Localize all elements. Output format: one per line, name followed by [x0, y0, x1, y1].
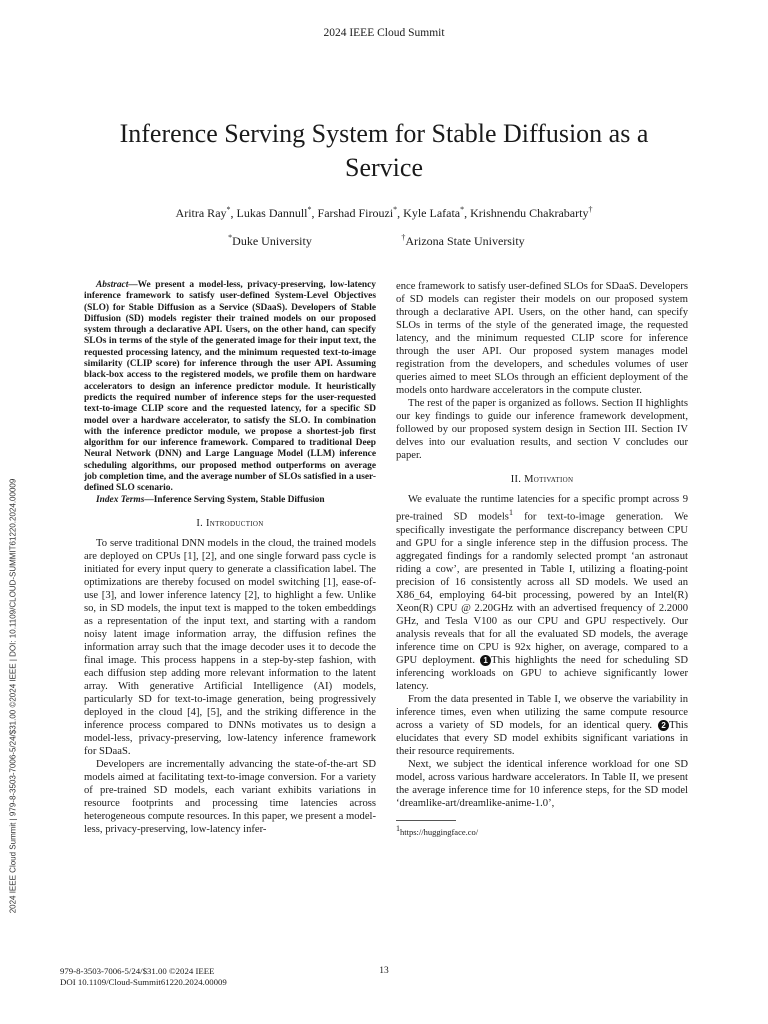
paper-title	[60, 117, 708, 185]
intro-continuation-paragraph: ence framework to satisfy user-defined SLOs for SDaaS. Developers of SD models can register their models on our proposed system through a declarative API. Users, on the other hand, can specify SLOs in terms of the style of the generated image, the requested latency, and the minimum requested CLIP score for inference through the user API. Our proposed system manages model registration from the developers, and schedules volumes of user queries aimed to meet SLOs through an efficient deployment of the models onto hardware accelerators in the compute cluster.	[396, 281, 688, 396]
author-mark: *	[460, 205, 465, 214]
author-separator: ,	[397, 206, 404, 220]
author-separator: ,	[230, 206, 237, 220]
intro-paragraph: Developers are incrementally advancing the state-of-the-art SD models aimed at facilitating text-to-image conversion. For a variety of pre-trained SD models, each variant exhibits variations in resource footprints and processing time latencies across heterogeneous compute resources. In this paper, we present a model-less, privacy-preserving, low-latency infer-	[84, 758, 376, 835]
finding-1-badge: 1	[480, 655, 491, 666]
margin-doi-strip	[6, 436, 20, 956]
intro-paragraph: To serve traditional DNN models in the cloud, the trained models are deployed on CPUs [1], [2], and one single forward pass cycle is initiated for every input query to generate a classification label. The optimizations are thereby focused on model switching [1], ease-of-use [3], and lower inference latency [2], to highlight a few. Unlike so, in SD models, the input text is mapped to the token embeddings as a representation of the input text, and starting with a random noisy latent image information array, the diffusion refines the information array such that the image decoder uses it to decode the final image. This process happens in a step-by-step fashion, with each diffusion step adding more relevant information to the latent array. With generative Artificial Intelligence (AI) models, particularly SD for text-to-image generation, being progressively deployed in the cloud [4], [5], and the striking difference in the inference process compared to DNNs motivates us to design a model-less, privacy-preserving, low-latency inference framework for SDaaS.	[84, 537, 376, 757]
right-column	[396, 280, 688, 836]
motivation-text: This highlights the need for scheduling SD inferencing workloads on GPU to achieve significantly lower latency.	[396, 654, 688, 692]
conference-header: 2024 IEEE Cloud Summit	[323, 27, 445, 39]
footer-doi: DOI 10.1109/Cloud-Summit61220.2024.00009	[60, 977, 227, 987]
author: Kyle Lafata	[403, 206, 461, 220]
author-mark: †	[588, 205, 593, 214]
footnote	[396, 824, 688, 837]
author: Farshad Firouzi	[317, 206, 394, 220]
page-number: 13	[379, 966, 389, 976]
footnote-mark: 1	[396, 823, 400, 833]
affiliation-name: Arizona State University	[405, 234, 525, 248]
abstract-label: Abstract	[96, 280, 129, 290]
author-mark: *	[393, 205, 398, 214]
motivation-text: for text-to-image generation. We specifically investigate the performance discrepancy between CPU and GPU for a single inference step in the diffusion process. The aggregated findings for a randomly selected prompt ‘an astronaut riding a cow’, are presented in Table I, utilizing a floating-point precision of 16 consistently across all SD models. We used an X86_64, employing 64-bit processing, powered by an Intel(R) Xeon(R) CPU @ 2.20GHz with an advertised frequency of 2.2000 GHz, and Tesla V100 as our CPU and GPU respectively. Our analysis reveals that for all the evaluated SD models, the average inference time on CPU is 92x higher, on average, compared to a GPU deployment.	[396, 511, 688, 666]
finding-2-badge: 2	[658, 720, 669, 731]
index-terms-label: Index Terms	[96, 494, 145, 505]
abstract-text: —We present a model-less, privacy-preserving, low-latency inference framework to satisfy user-defined System-Level Objectives (SLO) for Stable Diffusion as a Service (SDaaS). Developers of Stable Diffusion (SD) models register their trained models on our proposed system through a declarative API. Users, on the other hand, can specify SLOs in terms of the style of the generated image for their input text, the requested processing latency, and the minimum requested text-to-image similarity (CLIP score) for inference through the user API. Assuming black-box access to the registered models, we profile them on hardware accelerators to design an inference predictor module. It heuristically predicts the required number of inference steps for the user-requested text-to-image CLIP score and the requested latency, for a specific SD model over a hardware accelerator, to satisfy the SLO. In combination with the inference predictor module, we propose a shortest-job first algorithm for our inference framework. Compared to traditional Deep Neural Network (DNN) and Large Language Model (LLM) inference scheduling algorithms, our proposed method outperforms on average job completion time, and the average number of SLOs satisfied in a user-defined SLO scenario.	[84, 280, 376, 494]
index-terms	[84, 495, 376, 506]
author-list	[60, 205, 708, 221]
author: Krishnendu Chakrabarty	[470, 206, 589, 220]
affiliation-name: Duke University	[232, 234, 312, 248]
motivation-paragraph	[396, 693, 688, 758]
motivation-text: From the data presented in Table I, we observe the variability in inference times, even when utilizing the same compute resource across a variety of SD models, for an identical query.	[396, 693, 688, 731]
footnote-link[interactable]: https://huggingface.co/	[400, 826, 479, 837]
title-line-2: Service	[345, 153, 423, 182]
organization-paragraph: The rest of the paper is organized as follows. Section II highlights our key findings to guide our inference framework development, followed by our proposed system design in Section III. Section IV delves into our evaluation results, and section V concludes our paper.	[396, 398, 688, 461]
author: Lukas Dannull	[236, 206, 308, 220]
author-mark: *	[307, 205, 312, 214]
affiliation-mark: *	[228, 233, 233, 242]
footnote-rule	[396, 820, 456, 821]
motivation-paragraph	[396, 493, 688, 693]
margin-doi-text: 2024 IEEE Cloud Summit | 979-8-3503-7006-5/24/$31.00 ©2024 IEEE | DOI: 10.1109/CLOUD-SUMMIT61220.2024.00009	[8, 478, 18, 914]
affiliation-duke	[200, 233, 340, 249]
motivation-paragraph: Next, we subject the identical inference workload for one SD model, across various hardware accelerators. In Table II, we present the average inference time for 10 inference steps, for the SD model ‘dreamlike-art/dreamlike-anime-1.0’,	[396, 758, 688, 809]
footer-isbn: 979-8-3503-7006-5/24/$31.00 ©2024 IEEE	[60, 966, 215, 976]
author-separator: ,	[311, 206, 318, 220]
motivation-text: We evaluate the runtime latencies for a specific prompt across 9 pre-trained SD models	[396, 494, 688, 523]
affiliation-mark: †	[401, 233, 406, 242]
section-heading-motivation: II. Motivation	[510, 474, 574, 485]
author: Aritra Ray	[175, 206, 227, 220]
author-mark: *	[226, 205, 231, 214]
title-line-1: Inference Serving System for Stable Diffusion as a	[119, 119, 649, 148]
footnote-ref: 1	[508, 508, 513, 517]
index-terms-text: —Inference Serving System, Stable Diffusion	[144, 494, 325, 505]
abstract	[84, 280, 376, 495]
author-separator: ,	[464, 206, 471, 220]
section-heading-introduction: I. Introduction	[196, 517, 264, 529]
affiliation-asu	[388, 233, 538, 249]
motivation-text: This elucidates that every SD model exhibits significant variations in their resource requirements.	[396, 719, 688, 757]
left-column	[84, 280, 376, 836]
